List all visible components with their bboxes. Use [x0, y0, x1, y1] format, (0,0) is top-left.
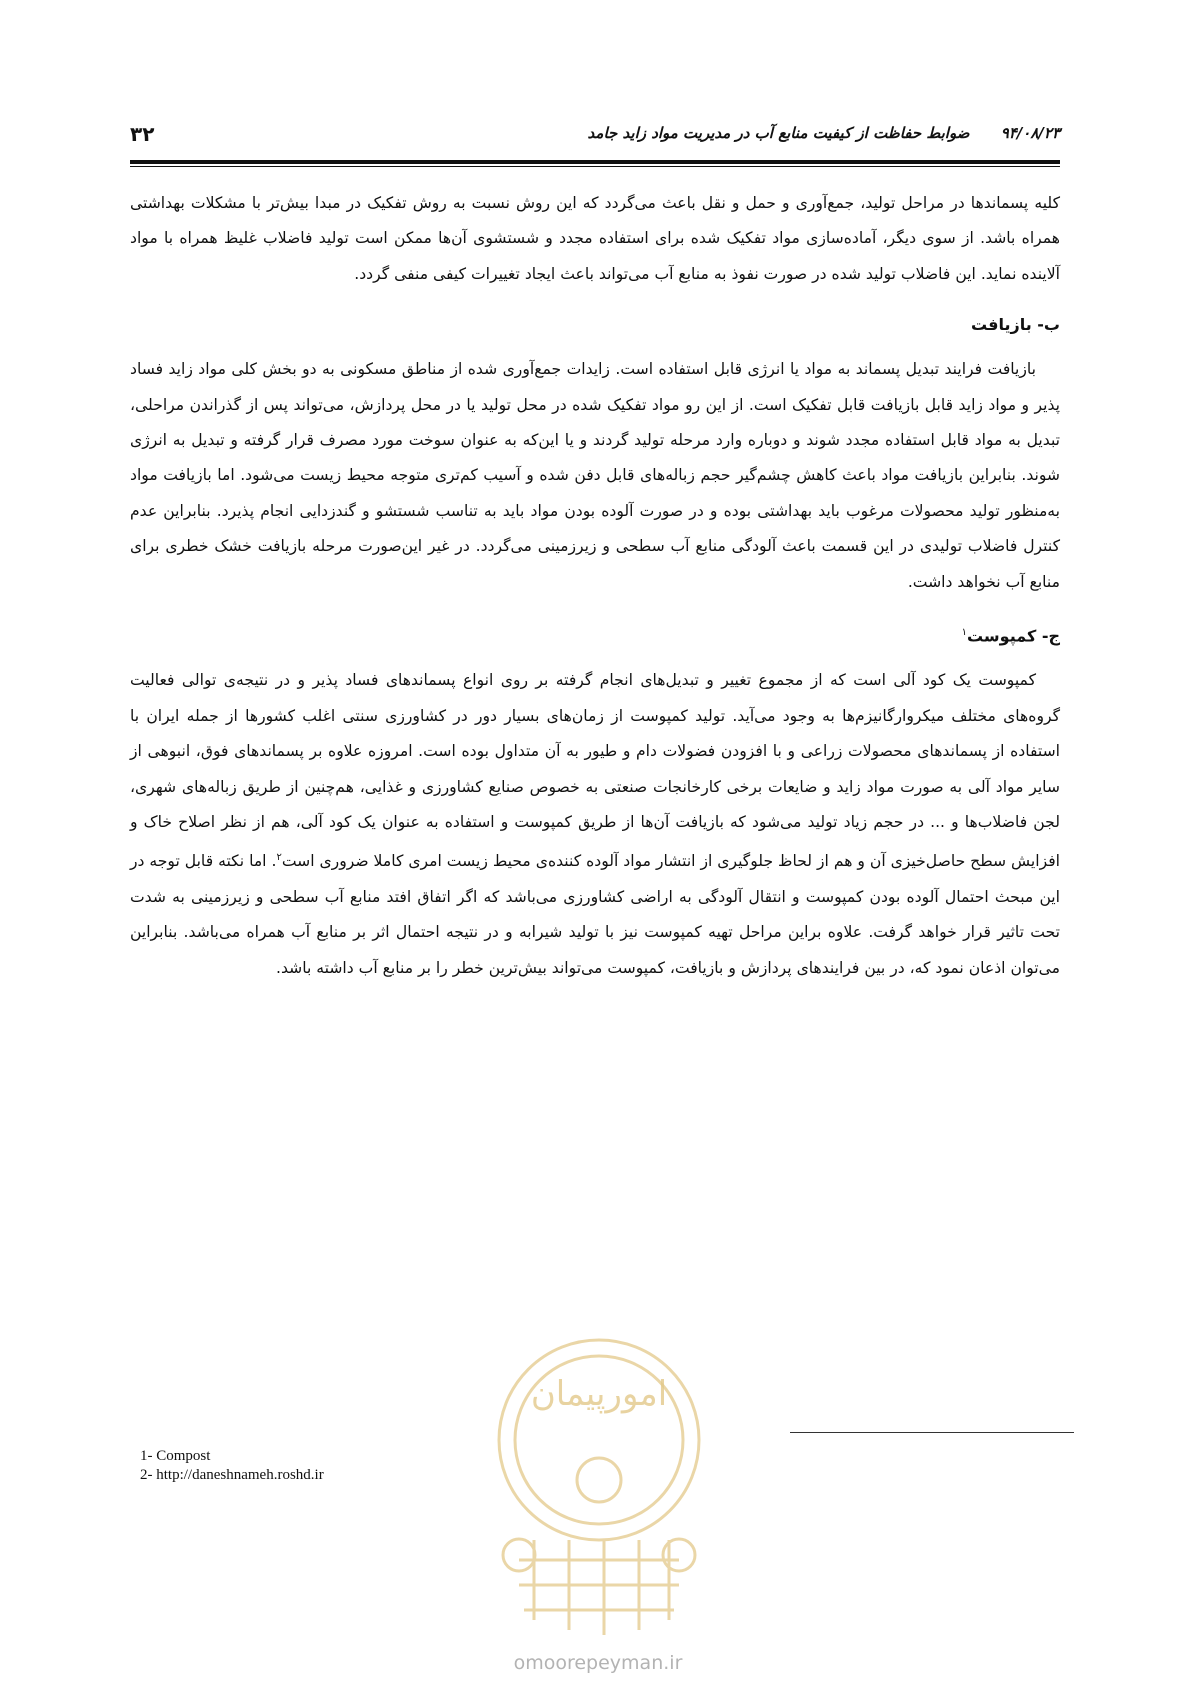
watermark-site: omoorepeyman.ir: [513, 1652, 683, 1674]
heading-compost-label: ج- کمپوست: [966, 626, 1060, 646]
footnote-ref-2[interactable]: ۲: [276, 852, 282, 864]
watermark-seal-icon: [474, 1330, 724, 1670]
paragraph-recycling: بازیافت فرایند تبدیل پسماند به مواد یا انرژی قابل استفاده است. زایدات جمع‌آوری شده از مناطق مسکونی به دو بخش کلی مواد زاید فساد پذیر و مواد زاید قابل بازیافت قابل تفکیک است. از این رو مواد تفکیک شده در محل تولید یا در محل پردازش، می‌تواند پس از گذراندن مراحلی، تبدیل به مواد قابل استفاده مجدد شوند و دوباره وارد مرحله تولید گردند و یا این‌که به عنوان سوخت مورد مصرف قرار گرفته و تبدیل به انرژی شوند. بنابراین بازیافت مواد باعث کاهش چشم‌گیر حجم زباله‌های قابل دفن شده و آسیب کم‌تری متوجه محیط زیست می‌شود. اما بازیافت مواد به‌منظور تولید محصولات مرغوب باید بهداشتی بوده و در صورت آلوده بودن مواد باید به تناسب شستشو و گندزدایی انجام پذیرد. بنابراین عدم کنترل فاضلاب تولیدی در این قسمت باعث آلودگی منابع آب سطحی و زیرزمینی می‌گردد. در غیر این‌صورت مرحله بازیافت خشک خطری برای منابع آب نخواهد داشت.: [130, 360, 1060, 591]
watermark-seal-text: امورپیمان: [530, 1374, 668, 1414]
header-rule-thick: [130, 160, 1060, 164]
running-title: [588, 124, 1060, 142]
header-title: ضوابط حفاظت از کیفیت منابع آب در مدیریت مواد زاید جامد: [587, 124, 970, 142]
header-date: ۹۴/۰۸/۲۳: [1000, 124, 1060, 142]
heading-compost: [130, 618, 1060, 651]
paragraph-waste-separation: کلیه پسماندها در مراحل تولید، جمع‌آوری و حمل و نقل باعث می‌گردد که این روش نسبت به روش تفکیک در مبدا بیش‌تر با مشکلات بهداشتی همراه باشد. از سوی دیگر، آماده‌سازی مواد تفکیک شده برای استفاده مجدد و شستشوی آن‌ها ممکن است تولید فاضلاب غلیظ همراه با مواد آلاینده نماید. این فاضلاب تولید شده در صورت نفوذ به منابع آب می‌تواند باعث ایجاد تغییرات کیفی منفی گردد.: [130, 194, 1060, 283]
paragraph-compost: [130, 663, 1060, 986]
heading-recycling: ب- بازیافت: [971, 315, 1060, 335]
page-header: [130, 118, 1060, 152]
footnote-ref-1[interactable]: ۱: [961, 627, 967, 639]
page-number: ۳۲: [130, 122, 155, 146]
body-text: [130, 186, 1060, 986]
footnote-2[interactable]: 2- http://daneshnameh.roshd.ir: [140, 1467, 324, 1483]
footnote-separator: [790, 1432, 1074, 1433]
footnote-1: 1- Compost: [140, 1448, 211, 1464]
footnotes: [140, 1447, 740, 1485]
paragraph-compost-part2: . اما نکته قابل توجه در این مبحث احتمال آلوده بودن کمپوست و انتقال آلودگی به اراضی کشاورزی می‌باشد که اگر اتفاق افتد منابع آب سطحی و زیرزمینی به شدت تحت تاثیر قرار خواهد گرفت. علاوه براین مراحل تهیه کمپوست نیز با تولید شیرابه و در نتیجه احتمال اثر بر منابع آب همراه می‌باشد. بنابراین می‌توان اذعان نمود که، در بین فرایندهای پردازش و بازیافت، کمپوست می‌تواند بیش‌ترین خطر را بر منابع آب داشته باشد.: [130, 852, 1060, 977]
header-rule-thin: [130, 166, 1060, 167]
paragraph-compost-part1: کمپوست یک کود آلی است که از مجموع تغییر و تبدیل‌های انجام گرفته بر روی انواع پسماندهای فساد پذیر و در نتیجه‌ی توالی فعالیت گروه‌های مختلف میکروارگانیزم‌ها به وجود می‌آید. تولید کمپوست از زمان‌های بسیار دور در کشاورزی سنتی اغلب کشورها از جمله ایران با استفاده از پسماندهای محصولات زراعی و با افزودن فضولات دام و طیور به آن متداول بوده است. امروزه علاوه بر پسماندهای فوق، انبوهی از سایر مواد آلی به صورت مواد زاید و ضایعات برخی کارخانجات صنعتی به خصوص صنایع کشاورزی و غذایی، هم‌چنین از طریق زباله‌های شهری، لجن فاضلاب‌ها و ... در حجم زیاد تولید می‌شود که بازیافت آن‌ها از طریق کمپوست و استفاده به عنوان یک کود آلی، هم از نظر اصلاح خاک و افزایش سطح حاصل‌خیزی آن و هم از لحاظ جلوگیری از انتشار مواد آلوده کننده‌ی محیط زیست امری کاملا ضروری است: [130, 671, 1060, 871]
